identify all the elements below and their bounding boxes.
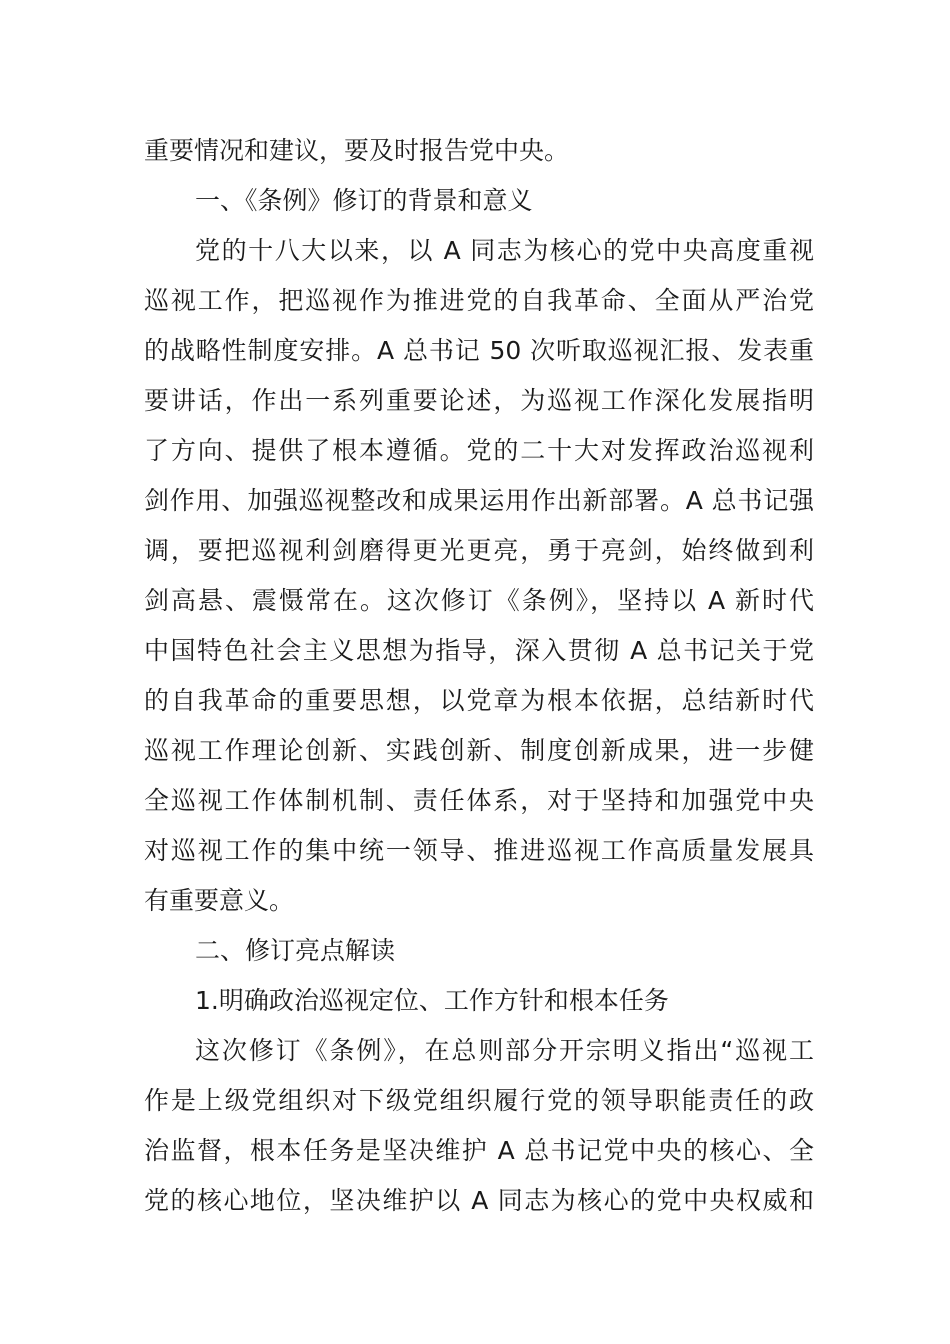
paragraph-line: 了方向、提供了根本遵循。党的二十大对发挥政治巡视利 xyxy=(144,436,814,465)
paragraph-line: 剑作用、加强巡视整改和成果运用作出新部署。A 总书记强 xyxy=(144,486,814,515)
paragraph-line: 的战略性制度安排。A 总书记 50 次听取巡视汇报、发表重 xyxy=(144,336,814,365)
paragraph-line: 巡视工作，把巡视作为推进党的自我革命、全面从严治党 xyxy=(144,286,814,315)
paragraph-line-last: 有重要意义。 xyxy=(144,886,295,915)
paragraph-line: 剑高悬、震慑常在。这次修订《条例》，坚持以 A 新时代 xyxy=(144,586,814,615)
paragraph-line: 要讲话，作出一系列重要论述，为巡视工作深化发展指明 xyxy=(144,386,814,415)
paragraph-line: 这次修订《条例》，在总则部分开宗明义指出“巡视工 xyxy=(195,1036,814,1065)
paragraph-line: 作是上级党组织对下级党组织履行党的领导职能责任的政 xyxy=(144,1086,814,1115)
paragraph-line: 对巡视工作的集中统一领导、推进巡视工作高质量发展具 xyxy=(144,836,814,865)
paragraph-line: 党的核心地位，坚决维护以 A 同志为核心的党中央权威和 xyxy=(144,1186,814,1215)
subheading-1: 1.明确政治巡视定位、工作方针和根本任务 xyxy=(195,986,669,1015)
paragraph-line: 的自我革命的重要思想，以党章为根本依据，总结新时代 xyxy=(144,686,814,715)
section-heading-background: 一、《条例》修订的背景和意义 xyxy=(195,186,533,215)
paragraph-line: 巡视工作理论创新、实践创新、制度创新成果，进一步健 xyxy=(144,736,814,765)
text-line-continuation: 重要情况和建议，要及时报告党中央。 xyxy=(144,136,570,165)
paragraph-line: 调，要把巡视利剑磨得更光更亮，勇于亮剑，始终做到利 xyxy=(144,536,814,565)
paragraph-line: 治监督，根本任务是坚决维护 A 总书记党中央的核心、全 xyxy=(144,1136,814,1165)
paragraph-line: 中国特色社会主义思想为指导，深入贯彻 A 总书记关于党 xyxy=(144,636,814,665)
paragraph-line: 党的十八大以来，以 A 同志为核心的党中央高度重视 xyxy=(195,236,814,265)
section-heading-highlights: 二、修订亮点解读 xyxy=(195,936,396,965)
paragraph-line: 全巡视工作体制机制、责任体系，对于坚持和加强党中央 xyxy=(144,786,814,815)
